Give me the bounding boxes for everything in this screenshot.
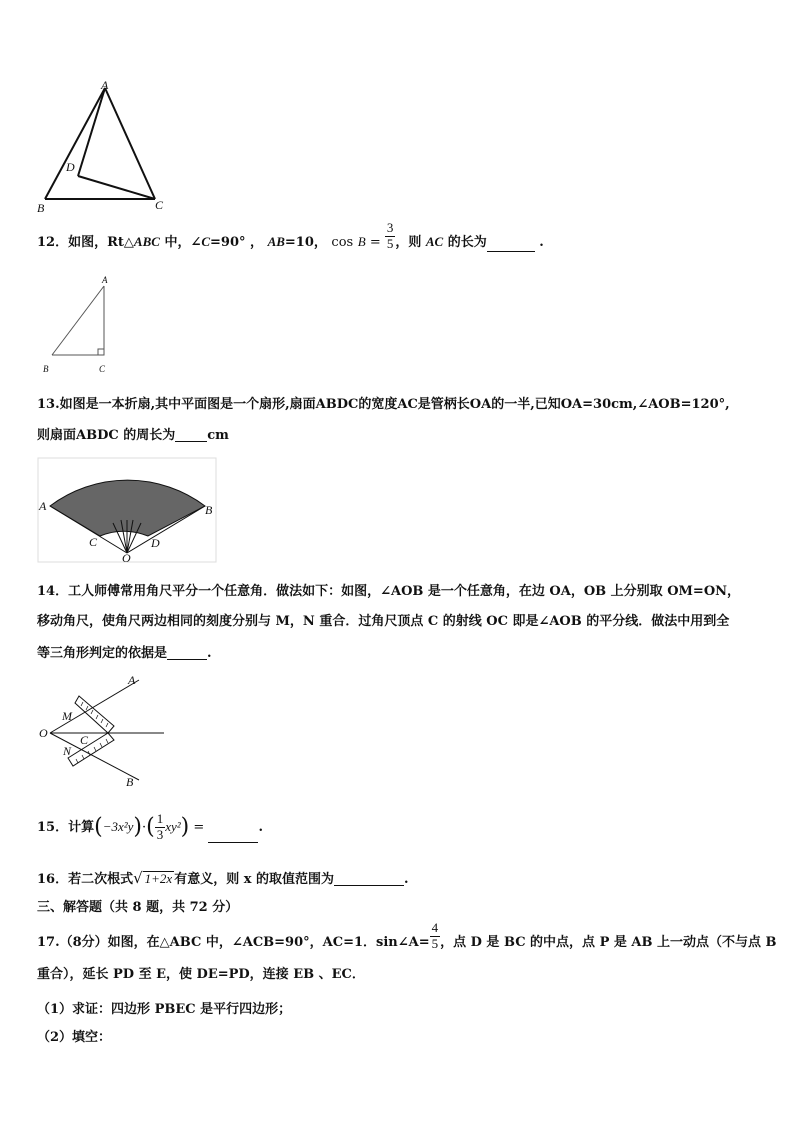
label-M: M <box>62 709 72 723</box>
sqrt-radicand: 1+2x <box>144 871 173 886</box>
question-16: 16．若二次根式√ 1+2x 有意义，则 x 的取值范围为 . <box>37 869 409 887</box>
question-14-line3: 等三角形判定的依据是 . <box>37 646 212 661</box>
question-14-line1: 14．工人师傅常用角尺平分一个任意角．做法如下：如图，∠AOB 是一个任意角，在边 OA，OB 上分别取 OM=ON， <box>37 584 741 599</box>
label-B: B <box>37 201 45 215</box>
label-B: B <box>126 775 134 789</box>
label-C: C <box>80 733 89 747</box>
answer-blank[interactable] <box>175 429 207 442</box>
question-17-line1: 17.（8分）如图，在△ABC 中，∠ACB=90°，AC=1．sin∠A= $\frac{4}{5}$ ，点 D 是 BC 的中点，点 P 是 AB 上一动点（不与点 B <box>37 920 777 951</box>
figure-triangle-abc-d <box>30 78 180 218</box>
answer-blank[interactable] <box>167 647 207 660</box>
question-17-line2: 重合），延长 PD 至 E，使 DE=PD，连接 EB 、EC． <box>37 967 365 982</box>
question-13-line1: 13.如图是一本折扇,其中平面图是一个扇形,扇面ABDC的宽度AC是管柄长OA的一半,已知OA=30cm,∠AOB=120°, <box>37 397 730 412</box>
answer-blank[interactable] <box>487 239 535 252</box>
term-1: −3x²y <box>102 818 134 834</box>
fraction-4-5: $\frac{4}{5}$ <box>431 920 439 951</box>
question-13-line2: 则扇面ABDC 的周长为 cm <box>37 428 229 443</box>
question-14-line2: 移动角尺，使角尺两边相同的刻度分别与 M，N 重合．过角尺顶点 C 的射线 OC 即是∠AOB 的平分线．做法中用到全 <box>37 614 730 629</box>
label-D: D <box>66 160 75 174</box>
answer-blank[interactable] <box>208 830 258 843</box>
question-17-sub2: （2）填空： <box>37 1030 112 1045</box>
label-D: D <box>151 536 160 550</box>
figure-right-triangle <box>38 272 118 377</box>
label-C: C <box>89 535 98 549</box>
section-heading: 三、解答题（共 8 题，共 72 分） <box>37 900 239 915</box>
label-A: A <box>102 275 108 285</box>
term-2: xy² <box>165 818 181 834</box>
question-12: 12．如图，Rt△ABC 中，∠C=90° ， AB=10， cos B = $\frac{3}{5}$ ，则 AC 的长为 . <box>37 220 544 251</box>
label-C: C <box>155 198 164 212</box>
label-N: N <box>63 744 72 758</box>
label-B: B <box>43 364 49 374</box>
label-A: A <box>101 78 109 92</box>
label-B: B <box>205 503 213 517</box>
fraction-1-3: $\frac{1}{3}$ <box>156 811 164 842</box>
label-A: A <box>39 499 47 513</box>
fraction-3-5: $\frac{3}{5}$ <box>386 220 394 251</box>
answer-blank[interactable] <box>334 873 404 886</box>
figure-angle-ruler <box>36 670 171 790</box>
label-O: O <box>39 726 48 740</box>
question-17-sub1: （1）求证：四边形 PBEC 是平行四边形； <box>37 1002 292 1017</box>
figure-fan <box>36 456 220 566</box>
label-A: A <box>128 673 136 687</box>
question-15: 15．计算(−3x²y)·( $\frac{1}{3}$ xy²) = . <box>37 811 263 842</box>
label-O: O <box>122 551 131 565</box>
label-C: C <box>99 364 106 374</box>
